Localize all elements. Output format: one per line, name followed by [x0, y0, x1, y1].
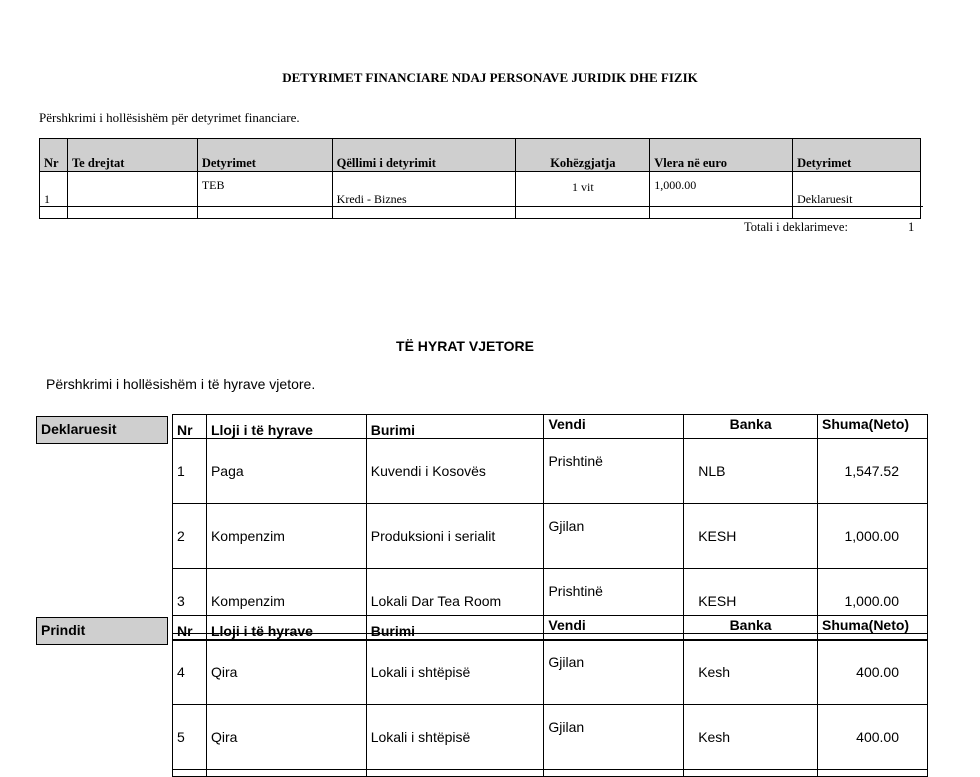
cell-shuma: 1,547.52 — [817, 439, 927, 504]
table-row — [173, 439, 928, 504]
cell-te-drejtat — [67, 172, 197, 219]
table-header-row — [173, 616, 928, 640]
spacer-cell — [206, 770, 366, 777]
cell-shuma: 1,000.00 — [817, 569, 927, 634]
section-title-financial-obligations: DETYRIMET FINANCIARE NDAJ PERSONAVE JURIDIK DHE FIZIK — [282, 70, 698, 85]
table-row — [173, 504, 928, 569]
column-header-detyrimet: Detyrimet — [197, 139, 332, 172]
column-header-lloji: Lloji i të hyrave — [206, 616, 366, 640]
group-label-deklaruesit: Deklaruesit — [36, 416, 168, 444]
cell-kohezgjatja: 1 vit — [516, 172, 650, 219]
table-row — [173, 640, 928, 705]
table-header-row — [40, 139, 921, 172]
income-table-prindit — [172, 615, 928, 777]
cell-nr: 4 — [173, 640, 207, 705]
cell-vendi: Gjilan — [544, 640, 684, 705]
cell-burimi: Lokali i shtëpisë — [366, 640, 544, 705]
column-header-banka: Banka — [684, 616, 818, 640]
cell-burimi: Kuvendi i Kosovës — [366, 439, 544, 504]
cell-nr: 5 — [173, 705, 207, 770]
column-header-burimi: Burimi — [366, 616, 544, 640]
cell-shuma: 1,000.00 — [817, 504, 927, 569]
column-header-nr: Nr — [40, 139, 68, 172]
spacer-cell — [173, 770, 207, 777]
table-bottom-rule — [39, 206, 923, 207]
cell-nr: 3 — [173, 569, 207, 634]
cell-lloji: Kompenzim — [206, 569, 366, 634]
cell-lloji: Qira — [206, 640, 366, 705]
column-header-nr: Nr — [173, 616, 207, 640]
column-header-shuma: Shuma(Neto) — [817, 616, 927, 640]
spacer-cell — [817, 770, 927, 777]
total-declarations-value: 1 — [908, 220, 915, 234]
cell-burimi: Lokali Dar Tea Room — [366, 569, 544, 634]
column-header-burimi: Burimi — [366, 415, 544, 439]
column-header-te-drejtat: Te drejtat — [67, 139, 197, 172]
cell-banka: Kesh — [684, 640, 818, 705]
cell-banka: KESH — [684, 569, 818, 634]
cell-lloji: Qira — [206, 705, 366, 770]
cell-vendi: Gjilan — [544, 705, 684, 770]
cell-lloji: Paga — [206, 439, 366, 504]
cell-burimi: Lokali i shtëpisë — [366, 705, 544, 770]
cell-qellimi: Kredi - Biznes — [332, 172, 516, 219]
column-header-vendi: Vendi — [544, 616, 684, 640]
cell-banka: KESH — [684, 504, 818, 569]
column-header-banka: Banka — [684, 415, 818, 439]
section-description-annual-income: Përshkrimi i hollësishëm i të hyrave vjetore. — [46, 376, 316, 392]
cell-detyrimet-2: Deklaruesit — [793, 172, 921, 219]
table-spacer-row — [173, 770, 928, 777]
column-header-vlera: Vlera në euro — [650, 139, 793, 172]
cell-detyrimet: TEB — [197, 172, 332, 219]
cell-banka: Kesh — [684, 705, 818, 770]
section-title-annual-income: TË HYRAT VJETORE — [396, 338, 534, 354]
spacer-cell — [544, 770, 684, 777]
group-label-prindit: Prindit — [36, 617, 168, 645]
column-header-detyrimet-2: Detyrimet — [793, 139, 921, 172]
column-header-qellimi: Qëllimi i detyrimit — [332, 139, 516, 172]
spacer-cell — [684, 770, 818, 777]
cell-nr: 2 — [173, 504, 207, 569]
section-description-financial-obligations: Përshkrimi i hollësishëm për detyrimet financiare. — [39, 110, 300, 125]
cell-shuma: 400.00 — [817, 640, 927, 705]
cell-burimi: Produksioni i serialit — [366, 504, 544, 569]
total-declarations-label: Totali i deklarimeve: — [744, 220, 848, 234]
table-header-row — [173, 415, 928, 439]
column-header-shuma: Shuma(Neto) — [817, 415, 927, 439]
cell-lloji: Kompenzim — [206, 504, 366, 569]
column-header-vendi: Vendi — [544, 415, 684, 439]
cell-vlera: 1,000.00 — [650, 172, 793, 219]
cell-vendi: Gjilan — [544, 504, 684, 569]
cell-nr: 1 — [44, 191, 50, 206]
cell-shuma: 400.00 — [817, 705, 927, 770]
spacer-cell — [366, 770, 544, 777]
table-row — [40, 172, 921, 219]
cell-banka: NLB — [684, 439, 818, 504]
cell-nr: 1 — [173, 439, 207, 504]
table-row — [173, 705, 928, 770]
income-table-deklaruesit — [172, 414, 928, 641]
cell-vendi: Prishtinë — [544, 439, 684, 504]
column-header-lloji: Lloji i të hyrave — [206, 415, 366, 439]
column-header-kohezgjatja: Kohëzgjatja — [516, 139, 650, 172]
column-header-nr: Nr — [173, 415, 207, 439]
cell-vendi: Prishtinë — [544, 569, 684, 634]
